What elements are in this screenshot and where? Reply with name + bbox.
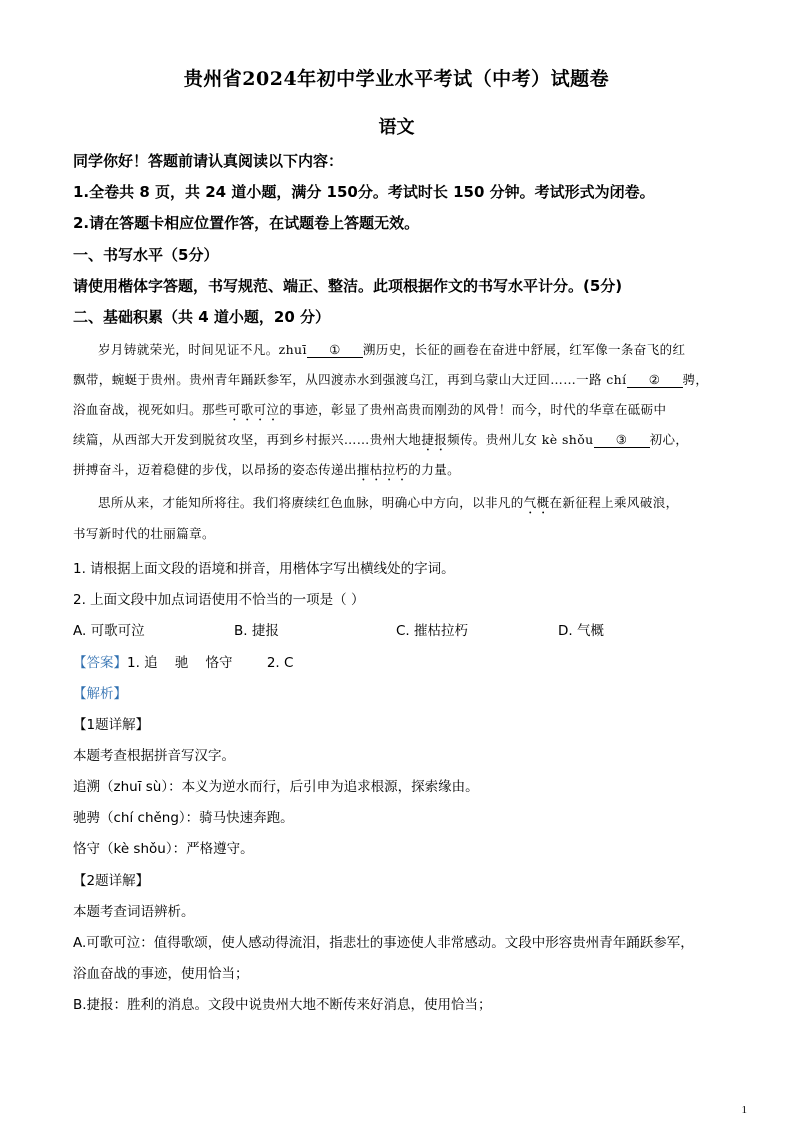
analysis-tag: 【解析】	[73, 686, 127, 702]
question-1: 1. 请根据上面文段的语境和拼音，用楷体字写出横线处的字词。	[73, 561, 455, 577]
analysis-line-3: 驰骋（chí chěng）：骑马快速奔跑。	[73, 810, 294, 826]
option-c: C. 摧枯拉朽	[396, 623, 469, 639]
page-number: 1	[741, 1104, 747, 1116]
blank-1: ①	[307, 343, 363, 358]
analysis-line-5: 本题考查词语辨析。	[73, 904, 195, 920]
analysis-line-8: B.捷报：胜利的消息。文段中说贵州大地不断传来好消息，使用恰当；	[73, 997, 492, 1013]
analysis-line-1: 本题考查根据拼音写汉字。	[73, 748, 235, 764]
option-b: B. 捷报	[234, 623, 279, 639]
passage-line-7: 书写新时代的壮丽篇章。	[73, 526, 215, 541]
section-1-text: 请使用楷体字答题，书写规范、端正、整洁。此项根据作文的书写水平计分。(5分)	[73, 277, 623, 295]
blank-2: ②	[627, 373, 683, 388]
exam-title: 贵州省2024年初中学业水平考试（中考）试题卷	[183, 68, 610, 90]
section-1-heading: 一、书写水平（5分）	[73, 246, 219, 264]
analysis-line-2: 追溯（zhuī sù）：本义为逆水而行，后引申为追求根源，探索缘由。	[73, 779, 479, 795]
blank-3: ③	[594, 433, 650, 448]
passage-line-1: 岁月铸就荣光，时间见证不凡。zhuī ① 溯历史，长征的画卷在奋进中舒展，红军像一条奋飞的红	[98, 342, 686, 357]
notice-item-1: 1.全卷共 8 页，共 24 道小题，满分 150分。考试时长 150 分钟。考试形式为闭卷。	[73, 183, 655, 201]
notice-greeting: 同学你好！答题前请认真阅读以下内容：	[73, 152, 344, 170]
option-a: A. 可歌可泣	[73, 623, 145, 639]
section-2-heading: 二、基础积累（共 4 道小题，20 分）	[73, 308, 330, 326]
analysis-line-6: A.可歌可泣：值得歌颂，使人感动得流泪，指悲壮的事迹使人非常感动。文段中形容贵州青年踊跃参军，	[73, 935, 694, 951]
dotted-word-3: 摧枯拉朽	[356, 462, 409, 477]
passage-line-2: 飘带，蜿蜒于贵州。贵州青年踊跃参军，从四渡赤水到强渡乌江，再到乌蒙山大迂回……一路 chí ② 骋，	[73, 372, 709, 387]
subject-title: 语文	[378, 117, 415, 138]
answer-text: 1. 追 驰 恪守 2. C	[127, 655, 294, 671]
dotted-word-1: 可歌可泣	[227, 402, 280, 417]
dotted-word-2: 捷报	[421, 432, 448, 447]
notice-item-2: 2.请在答题卡相应位置作答，在试题卷上答题无效。	[73, 214, 420, 232]
analysis-line-7: 浴血奋战的事迹，使用恰当；	[73, 966, 249, 982]
passage-line-5: 拼搏奋斗，迈着稳健的步伐，以昂扬的姿态传递出摧枯拉朽的力量。	[73, 462, 461, 477]
passage-line-3: 浴血奋战，视死如归。那些可歌可泣的事迹，彰显了贵州高贵而刚劲的风骨！而今，时代的华章在砥砺中	[73, 402, 667, 417]
option-d: D. 气概	[558, 623, 604, 639]
passage-line-4: 续篇，从西部大开发到脱贫攻坚，再到乡村振兴……贵州大地捷报频传。贵州儿女 kè shǒu ③ 初心，	[73, 432, 689, 447]
analysis-line-4: 恪守（kè shǒu）：严格遵守。	[73, 841, 254, 857]
detail-2-heading: 【2题详解】	[73, 873, 150, 889]
question-2: 2. 上面文段中加点词语使用不恰当的一项是（ ）	[73, 592, 365, 608]
detail-1-heading: 【1题详解】	[73, 717, 150, 733]
dotted-word-4: 气概	[523, 495, 550, 510]
passage-line-6: 思所从来，才能知所将往。我们将赓续红色血脉，明确心中方向，以非凡的气概在新征程上乘风破浪，	[98, 495, 679, 510]
answer-line	[73, 651, 293, 671]
answer-tag: 【答案】	[73, 655, 127, 671]
